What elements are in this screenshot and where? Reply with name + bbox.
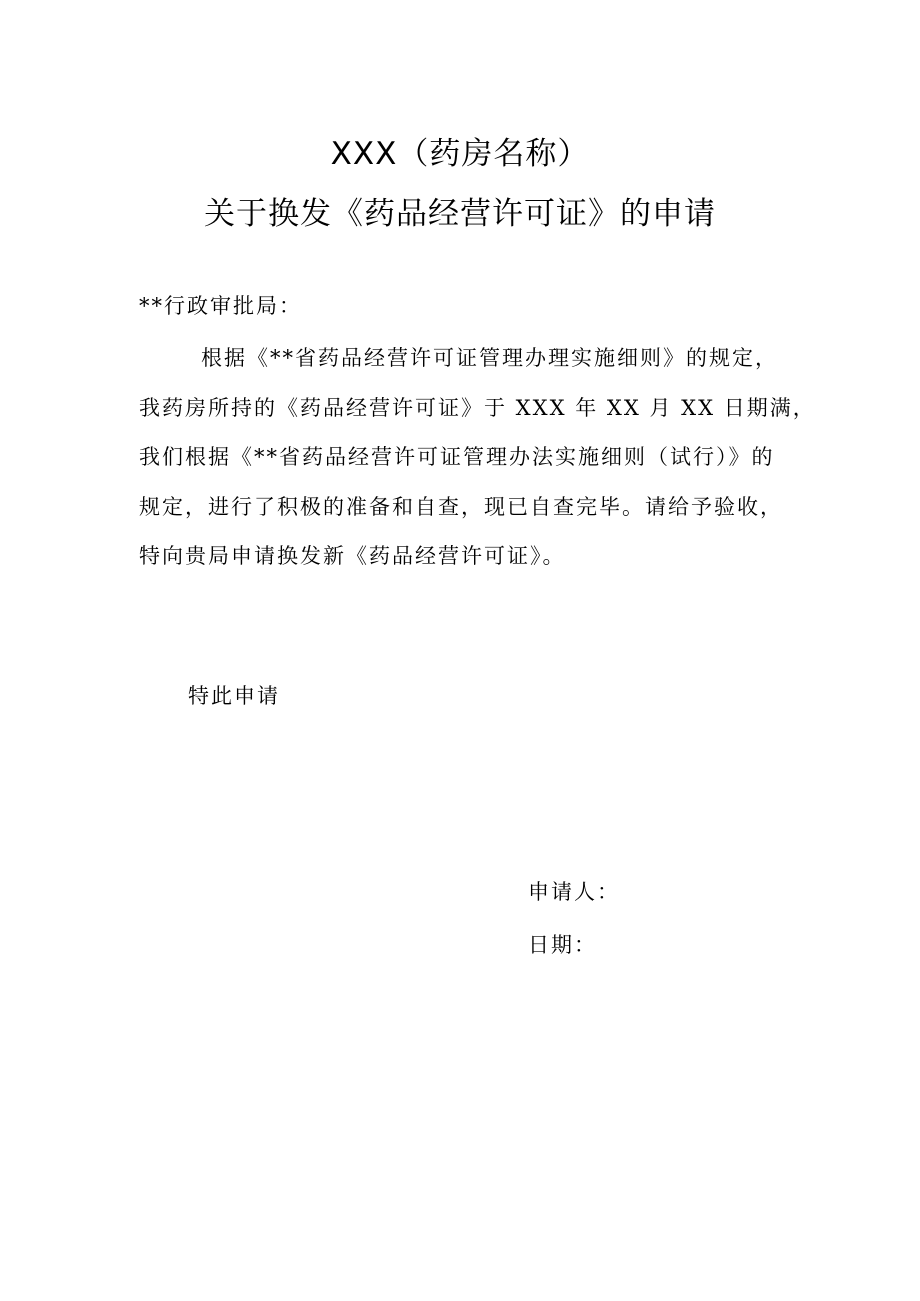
body-line: 我们根据《**省药品经营许可证管理办法实施细则（试行）》的 — [139, 445, 775, 469]
body-line: 我药房所持的《药品经营许可证》于 XXX 年 XX 月 XX 日期满， — [139, 395, 816, 420]
salutation: **行政审批局： — [139, 294, 302, 318]
body-line: 特向贵局申请换发新《药品经营许可证》。 — [139, 544, 566, 568]
document-title-subject: 关于换发《药品经营许可证》的申请 — [204, 196, 716, 232]
body-line: 规定，进行了积极的准备和自查，现已自查完毕。请给予验收， — [139, 494, 783, 519]
date-label: 日期： — [528, 933, 597, 957]
applicant-label: 申请人： — [528, 880, 620, 904]
closing-phrase: 特此申请 — [188, 684, 280, 708]
body-paragraph — [139, 334, 816, 582]
document-title-pharmacy-name: XXX（药房名称） — [330, 136, 590, 172]
body-line: 根据《**省药品经营许可证管理办理实施细则》的规定， — [201, 346, 778, 370]
